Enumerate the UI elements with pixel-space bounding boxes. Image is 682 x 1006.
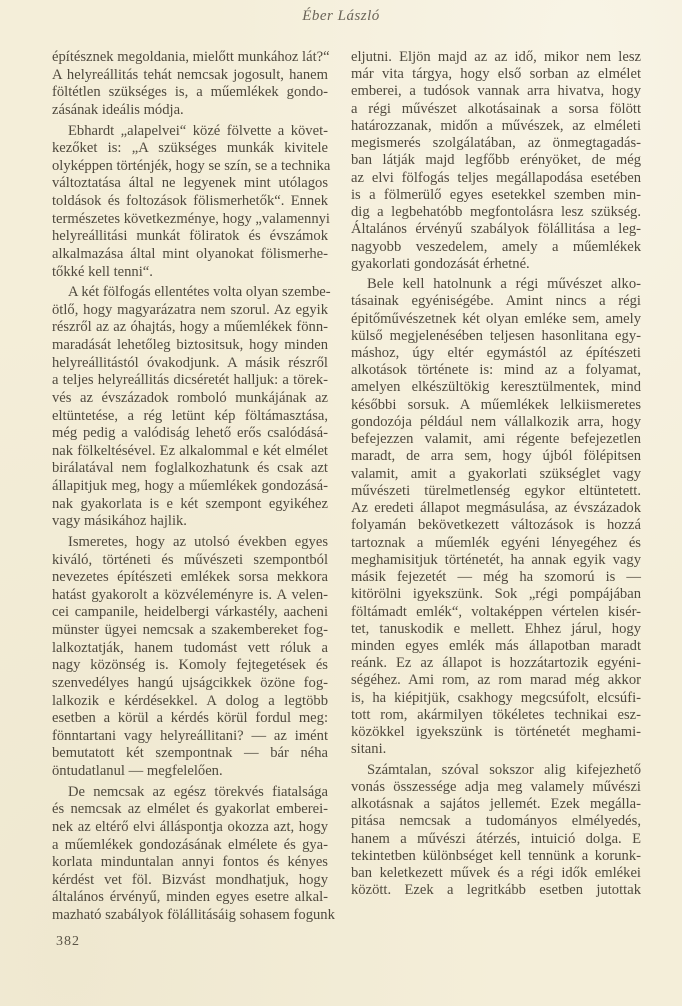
text-line: cei campanile, heidelbergi várkastély, aacheni	[52, 604, 328, 621]
text-line: bemutatott két szempontnak — bár néha	[52, 745, 328, 762]
text-line: nak fölkeltésével. Ez alkalommal e két elmélet	[52, 442, 328, 459]
text-line: emberei, a tudósok vannak arra hivatva, hogy	[351, 83, 641, 100]
text-line: alkalmazása által mint olyanokat fölismerhe-	[52, 245, 328, 262]
text-line: alkotások története is: mind az a folyamat,	[351, 362, 641, 379]
text-line: lalkoztatják, hanem tudomást vett róluk a	[52, 639, 328, 656]
text-line: között. Ezek a legritkább esetben jutottak	[351, 882, 641, 899]
text-line: korlata minduntalan annyi fontos és kényes	[52, 854, 328, 871]
text-line: másik fejezetét — még ha szomorú is —	[351, 569, 641, 586]
text-line: is a fölmerülő egyes esetekkel szemben min-	[351, 186, 641, 203]
text-line: eljutni. Eljön majd az az idő, mikor nem lesz	[351, 49, 641, 65]
text-line: folyamán bekövetkezett változások is hozzá	[351, 517, 641, 534]
text-line: helyreállitástól óvakodjunk. A másik részről	[52, 354, 328, 371]
text-line: ötlő, hogy magyarázatra nem szorul. Az egyik	[52, 301, 328, 318]
text-line: és nemcsak az elmélet és gyakorlat emberei-	[52, 801, 328, 818]
text-line: Ebhardt „alapelvei“ közé fölvette a követ-	[68, 122, 328, 139]
text-line: még pedig a valódiság lehető erős csalódásá-	[52, 425, 328, 442]
text-line: tőkké kell tenni“.	[52, 263, 153, 280]
text-line: minden egyes emlék más állapotban maradt	[351, 637, 641, 654]
page-number: 382	[56, 934, 80, 949]
text-line: gondozója például nem vállalkozik arra, hogy	[351, 413, 641, 430]
right-column	[351, 49, 641, 899]
text-line: szenvedélyes hangú ujságcikkek özöne fog-	[52, 674, 328, 691]
text-line: maradt, de arra sem, hogy újból fölépitsen	[351, 448, 641, 465]
text-line: kiváló, történeti és művészeti szempontból	[52, 551, 328, 568]
text-line: ban látják majd legfőbb erényöket, de még	[351, 152, 641, 169]
text-line: De nemcsak az egész törekvés fiatalsága	[68, 783, 328, 800]
text-line: határozzanak, midőn a művészek, az elméleti	[351, 117, 641, 134]
left-column	[52, 49, 335, 925]
text-line: helyreállitási munkát föliratok és évszámok	[52, 228, 328, 245]
text-line: A helyreállitás tehát nemcsak jogosult, hanem	[52, 66, 328, 83]
text-line: ségéhez. Ami rom, az rom marad még akkor	[351, 672, 641, 689]
text-line: máshoz, úgy eltér egymástól az építészeti	[351, 344, 641, 361]
text-line: birálatával nem foglalkozhatunk és csak azt	[52, 460, 328, 477]
text-line: nevezetes építészeti emlékek sorsa mekkora	[52, 569, 328, 586]
text-line: is, ha kiépitjük, csakhogy megcsúfolt, elcsúfi-	[351, 689, 641, 706]
text-line: eltüntetése, a rég letünt kép föltámasztása,	[52, 407, 328, 424]
text-line: már vita tárgya, hogy első sorban az elmélet	[351, 66, 641, 83]
text-line: általános érvényű, minden egyes esetre alkal-	[52, 889, 328, 906]
text-line: Ismeretes, hogy az utolsó években egyes	[68, 533, 328, 550]
text-line: sitani.	[351, 741, 387, 758]
text-line: tartoznak a műemlék egyéni lényegéhez és	[351, 534, 641, 551]
text-line: megismerés szolgálatában, az önmegtagadás-	[351, 135, 641, 152]
text-line: építésznek megoldania, mielőtt munkához lát?“	[52, 49, 330, 65]
text-line: reánk. Ez az állapot is hozzátartozik egyéni-	[351, 655, 641, 672]
text-line: dig a legbehatóbb megfontolásra lesz szükség.	[351, 204, 641, 221]
text-line: természetes következménye, hogy „valamennyi	[52, 210, 330, 227]
text-line: toldások és foltozások fölismerhetők“. Ennek	[52, 193, 328, 209]
text-line: esetben a körül a kérdés körül fordul meg:	[52, 710, 328, 727]
text-line: nak gyakorlata is e két szempont egyikéhez	[52, 495, 328, 512]
text-line: Általános érvényű szabályok fölállitása a leg-	[351, 221, 641, 238]
text-line: állapitjuk meg, hogy a műemlékek gondozásá-	[52, 478, 328, 494]
text-line: vagy másikához hajlik.	[52, 513, 187, 530]
text-line: lalkozik e kérdésekkel. A dolog a legtöbb	[52, 692, 328, 709]
text-line: épitőművészetnek két olyan emléke sem, amely	[351, 310, 641, 327]
text-line: kezőket is: „A szükséges munkák kivitele	[52, 140, 328, 157]
text-line: kitörölni igyekszünk. Sok „régi pompájában	[351, 586, 641, 603]
text-line: a teljes helyreállitás dicséretét halljuk: a törek-	[52, 372, 328, 389]
text-line: a régi művészet alkotásainak a sorsa fölött	[351, 100, 641, 117]
text-line: ban keletkezett művek és a régi idők emlékei	[351, 865, 641, 882]
text-line: a műemlékek gondozásának elmélete és gya-	[52, 836, 328, 853]
text-line: vonás összessége adja meg valamely művészi	[351, 778, 641, 795]
text-line: Bele kell hatolnunk a régi művészet alko-	[367, 276, 641, 293]
running-header: Éber László	[302, 8, 380, 24]
text-line: valamit, amit a gyakorlati szükséglet vagy	[351, 465, 641, 482]
text-line: az elvi fölfogás teljes megállapodása esetében	[351, 169, 641, 186]
text-line: későbbi sorsuk. A műemlékek lelkiismeretes	[351, 396, 641, 413]
text-line: közökkel igyekszünk is történetét meghami-	[351, 724, 641, 741]
text-line: Az eredeti állapot megmásulása, az évszázadok	[351, 500, 641, 517]
text-line: vés az évszázadok romboló munkájának az	[52, 389, 328, 406]
text-line: külső megjelenésében teljesen hasonlitana egy-	[351, 327, 641, 344]
text-line: kérdést vet föl. Bizvást mondhatjuk, hogy	[52, 871, 328, 888]
text-line: A két fölfogás ellentétes volta olyan szembe-	[68, 284, 331, 301]
text-line: változtatása által ne legyenek mint utólagos	[52, 175, 328, 192]
text-line: alkotásnak a sajátos jellemét. Ezek megálla-	[351, 796, 641, 813]
text-line: hanem a művészi átérzés, intuició dolga. E	[351, 830, 641, 847]
text-line: mazható szabályok fölállitásáig sohasem fogunk	[52, 907, 335, 923]
text-line: föltámadt emlék“, voltaképpen vértelen kisér-	[351, 603, 641, 620]
text-line: tet, tanuskodik e mellett. Ehhez járul, hogy	[351, 620, 641, 637]
text-line: nagy közönség is. Komoly fejtegetések és	[52, 657, 328, 674]
text-line: meghamisitjuk történetét, ha annak egyik vagy	[351, 551, 641, 568]
text-line: művészeti türelmetlenség egykor eltüntetett.	[351, 482, 641, 499]
text-line: tott rom, akármilyen tökéletes technikai esz-	[351, 706, 641, 723]
text-line: olyképpen történjék, hogy se szín, se a technika	[52, 157, 331, 174]
text-line: tekintetben különbséget kell tennünk a korunk-	[351, 847, 641, 864]
text-line: Számtalan, szóval sokszor alig kifejezhető	[367, 761, 641, 778]
text-line: gyakorlati gondozását érhetné.	[351, 255, 530, 272]
text-line: öntudatlanul — megfelelően.	[52, 763, 223, 779]
text-line: föltétlen szükséges is, a műemlékek gondo-	[52, 84, 328, 101]
text-line: münster ügyei nemcsak a szakembereket fog-	[52, 622, 328, 638]
text-line: zásának ideális módja.	[52, 101, 184, 118]
text-line: tásainak egyéniségébe. Amint nincs a régi	[351, 293, 641, 310]
text-line: amelyen elkészültökig keresztülmentek, mind	[351, 379, 641, 396]
text-line: hatást gyakorolt a közvéleményre is. A velen-	[52, 586, 328, 603]
text-line: befejezzen valamit, ami régente befejezetlen	[351, 431, 641, 448]
text-line: nagyobb veszedelem, amely a műemlékek	[351, 238, 641, 255]
text-line: maradását lehetőleg biztositsuk, hogy minden	[52, 337, 328, 353]
text-line: pitása nemcsak a tudományos elmélyedés,	[351, 813, 641, 830]
text-line: fönntartani vagy helyreállitani? — az imént	[52, 727, 328, 744]
text-line: részről az az óhajtás, hogy a műemlékek fönn-	[52, 319, 328, 336]
text-line: nek az eltérő elvi álláspontja okozza azt, hogy	[52, 818, 328, 835]
